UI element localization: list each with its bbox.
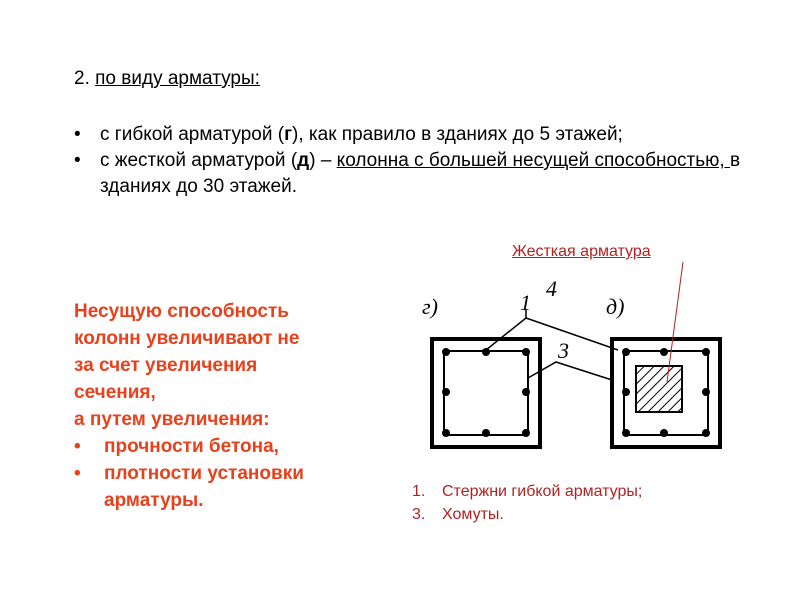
leader-lines [486,310,618,380]
legend-item: 3. Хомуты. [412,506,504,523]
rebar [442,429,450,437]
bullet: • [74,124,81,145]
rebar [622,429,630,437]
rebar [522,388,530,396]
rebar [622,348,630,356]
label-3: 3 [558,338,569,363]
note-line: колонн увеличивают не [74,328,300,349]
label-d: д) [606,294,625,319]
note-line: сечения, [74,382,156,403]
stirrup [444,351,528,435]
note-line: за счет увеличения [74,355,258,376]
note-line: Несущую способность [74,301,289,322]
legend [412,480,642,526]
heading-title: по виду арматуры: [95,68,260,89]
rebar [442,388,450,396]
callout-pointer [667,262,683,382]
rigid-reinforcement-callout: Жесткая арматура [512,243,651,260]
rebar [442,348,450,356]
label-g: г) [422,294,438,319]
rebar [522,348,530,356]
rebar [702,429,710,437]
underlined-phrase: колонна с большей несущей способностью, [336,150,730,171]
rebar [660,348,668,356]
rebar [702,348,710,356]
rebar [660,429,668,437]
rebar [482,429,490,437]
bullet: • [74,150,81,171]
heading-number: 2. [74,68,90,89]
rebar [622,388,630,396]
label-4: 4 [546,276,557,301]
note-line: а путем увеличения: [74,409,270,430]
letter-d: д [297,150,310,171]
list-item-flexible: • с гибкой арматурой (г), как правило в зданиях до 5 этажей; [74,122,754,148]
list-item-rigid: • с жесткой арматурой (д) – колонна с большей несущей способностью, в зданиях до 30 этажей. [74,150,741,197]
column-flexible [432,339,540,447]
note-item: • прочности бетона, [74,436,279,457]
label-1: 1 [520,290,531,315]
letter-g: г [284,124,293,145]
legend-item: 1. Стержни гибкой арматуры; [412,483,643,500]
note-item: • плотности установки арматуры. [74,463,304,511]
steel-core [636,366,682,412]
rebar [522,429,530,437]
column-rigid [612,339,720,447]
rebar [702,388,710,396]
